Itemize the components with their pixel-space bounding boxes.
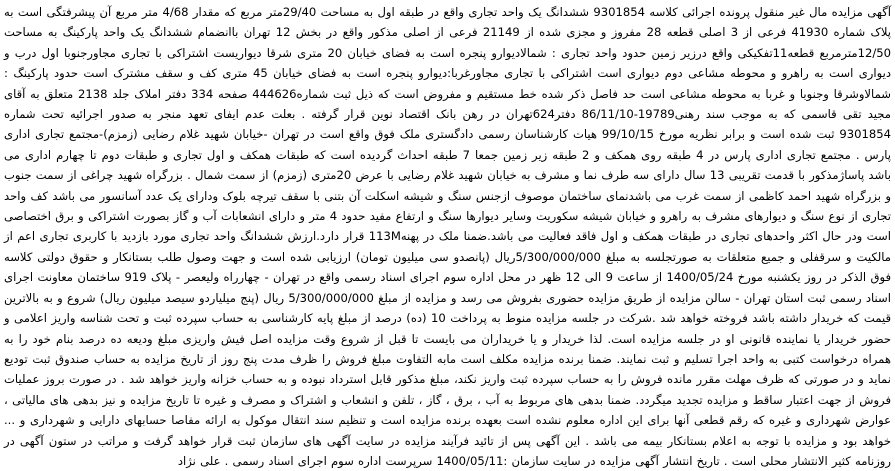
auction-notice-text: آگهی مزایده مال غیر منقول پرونده اجرائی کلاسه 9301854 ششدانگ یک واحد تجاری واقع در طبقه اول به مساحت 29/40متر مربع که مقدار 4/68 متر مربع آن پیشرفتگی است به پلاک شماره 41930 فرعی از 3 اصلی قطعه 28 مفروز و مجزی شده از 21149 فرعی از اصلی مذکور واقع در بخش 12 تهران باانضمام ششدانگ یک واحد پارکینگ به مساحت 12/50مترمربع قطعه11تفکیکی واقع درزیر زمین حدود واحد تجاری : شمالادیوارو پنجره است به فضای خیابان 20 متری شرقا دیواریست اشتراکی با تجاری مجاورجنوبا اول درب و دیواری است به راهرو و محوطه مشاعی دوم دیواری است اشتراکی با تجاری مجاورغربا:دیوارو پنجره است به فضای خیابان 45 متری کف و سقف مشترک است حدود پارکینگ : شمالاوشرقا وجنوبا و غربا به محوطه مشاعی است حد فاصل ذکر شده خط مستقیم و مفروض است که ذیل ثبت شماره444626 صفحه 334 دفتر املاک جلد 2138 متعلق به آقای مجید تقی قاسمی که به موجب سند رهنی19789-86/11/10 دفتر624تهران در رهن بانک اقتصاد نوین قرار گرفته . بعلت عدم ایفای تعهد منجر به صدور اجرائیه تحت شماره 9301854 ثبت شده است و برابر نظریه مورخ 99/10/15 هیات کارشناسان رسمی دادگستری ملک فوق واقع است در تهران -خیابان شهید غلام رضایی (زمزم)-مجتمع تجاری اداری پارس . مجتمع تجاری اداری پارس در 4 طبقه روی همکف و 2 طبقه زیر زمین جمعا 7 طبقه احداث گردیده است که طبقات همکف و اول تجاری و طبقات دوم تا چهارم اداری می باشد پاساژمذکور با قدمت تقریبی 13 سال دارای سه طرف نما و مشرف به خیابان شهید غلام رضایی با عرض 20متری (زمزم) از سمت شمال . بزرگراه شهید چراغی از سمت جنوب و بزرگراه شهید احمد کاظمی از سمت غرب می باشدنمای ساختمان موصوف ازجنس سنگ و شیشه اسکلت آن بتنی با سقف تیرچه بلوک ودارای یک عدد آسانسور می باشد کف واحد تجاری از نوع سنگ و دیوارهای مشرف به راهرو و خیابان شیشه سکوریت وسایر دیوارها سنگ و ارتفاع مفید حدود 4 متر و دارای انشعابات آب و گاز بصورت اشتراکی و برق اختصاصی است ودر حال اکثر واحدهای تجاری در طبقات همکف و اول فاقد فعالیت می باشد.ضمنا ملک در پهنه113M قرار دارد.ارزش ششدانگ واحد تجاری مورد بازدید با کاربری تجاری اعم از مالکیت و سرقفلی و جمیع متعلقات به صورتجلسه به مبلغ 5/300/000/000ریال (پانصدو سی میلیون تومان) ارزیابی شده است و جهت وصول طلب بستانکار و حقوق دولتی کلاسه فوق الذکر در روز یکشنبه مورخ 1400/05/24 از ساعت 9 الی 12 ظهر در محل اداره سوم اجرای اسناد رسمی واقع در تهران - چهارراه ولیعصر - پلاک 919 ساختمان معاونت اجرای اسناد رسمی ثبت استان تهران - سالن مزایده از طریق مزایده حضوری بفروش می رسد و مزایده از مبلغ 5/300/000/000 ریال (پنج میلیاردو سیصد میلیون ریال) شروع و به بالاترین قیمت که خریدار داشته باشد فروخته خواهد شد .شرکت در جلسه مزایده منوط به پرداخت 10 (ده) درصد از مبلغ پایه کارشناسی به حساب سپرده ثبت و تحت شناسه واریز اعلامی و حضور خریدار یا نماینده قانونی او در جلسه مزایده است. لذا خریدار و یا خریداران می بایست تا قبل از شروع وقت مزایده اصل فیش واریزی مبلغ ودیعه ده درصد بنام خود را به همراه درخواست کتبی به واحد اجرا تسلیم و ثبت نمایند. ضمنا برنده مزایده مکلف است مابه التفاوت مبلغ فروش را ظرف مدت پنج روز از تاریخ مزایده به حساب صندوق ثبت تودیع نماید و در صورتی که ظرف مهلت مقرر مانده فروش را به حساب سپرده ثبت واریز نکند، مبلغ مذکور قابل استرداد نبوده و به حساب خزانه واریز خواهد شد . در صورت بروز عملیات فروش از جهت اعتبار ساقط و مزایده تجدید میگردد. ضمنا بدهی های مربوط به آب ، برق ، گاز ، تلفن و انشعاب و اشتراک و مصرف و غیره تا تاریخ مزایده و نیز بدهی های مالیاتی ، عوارض شهرداری و غیره که رقم قطعی آنها برای این اداره معلوم نشده است بعهده برنده مزایده است و تنظیم سند انتقال موکول به ارائه مفاصا حسابهای دارایی و شهرداری و ... خواهد بود و مزایده با توجه به اعلام بستانکار بیمه می باشد . این آگهی پس از تائید فرآیند مزایده در سایت آگهی های سازمان ثبت قرار خواهد گرفت و مراتب در ستون آگهی در روزنامه کثیر الانتشار محلی است . تاریخ انتشار آگهی مزایده در سایت سازمان :1400/05/11 سرپرست اداره سوم اجرای اسناد رسمی . علی نژاد bbox=[4, 5, 892, 468]
